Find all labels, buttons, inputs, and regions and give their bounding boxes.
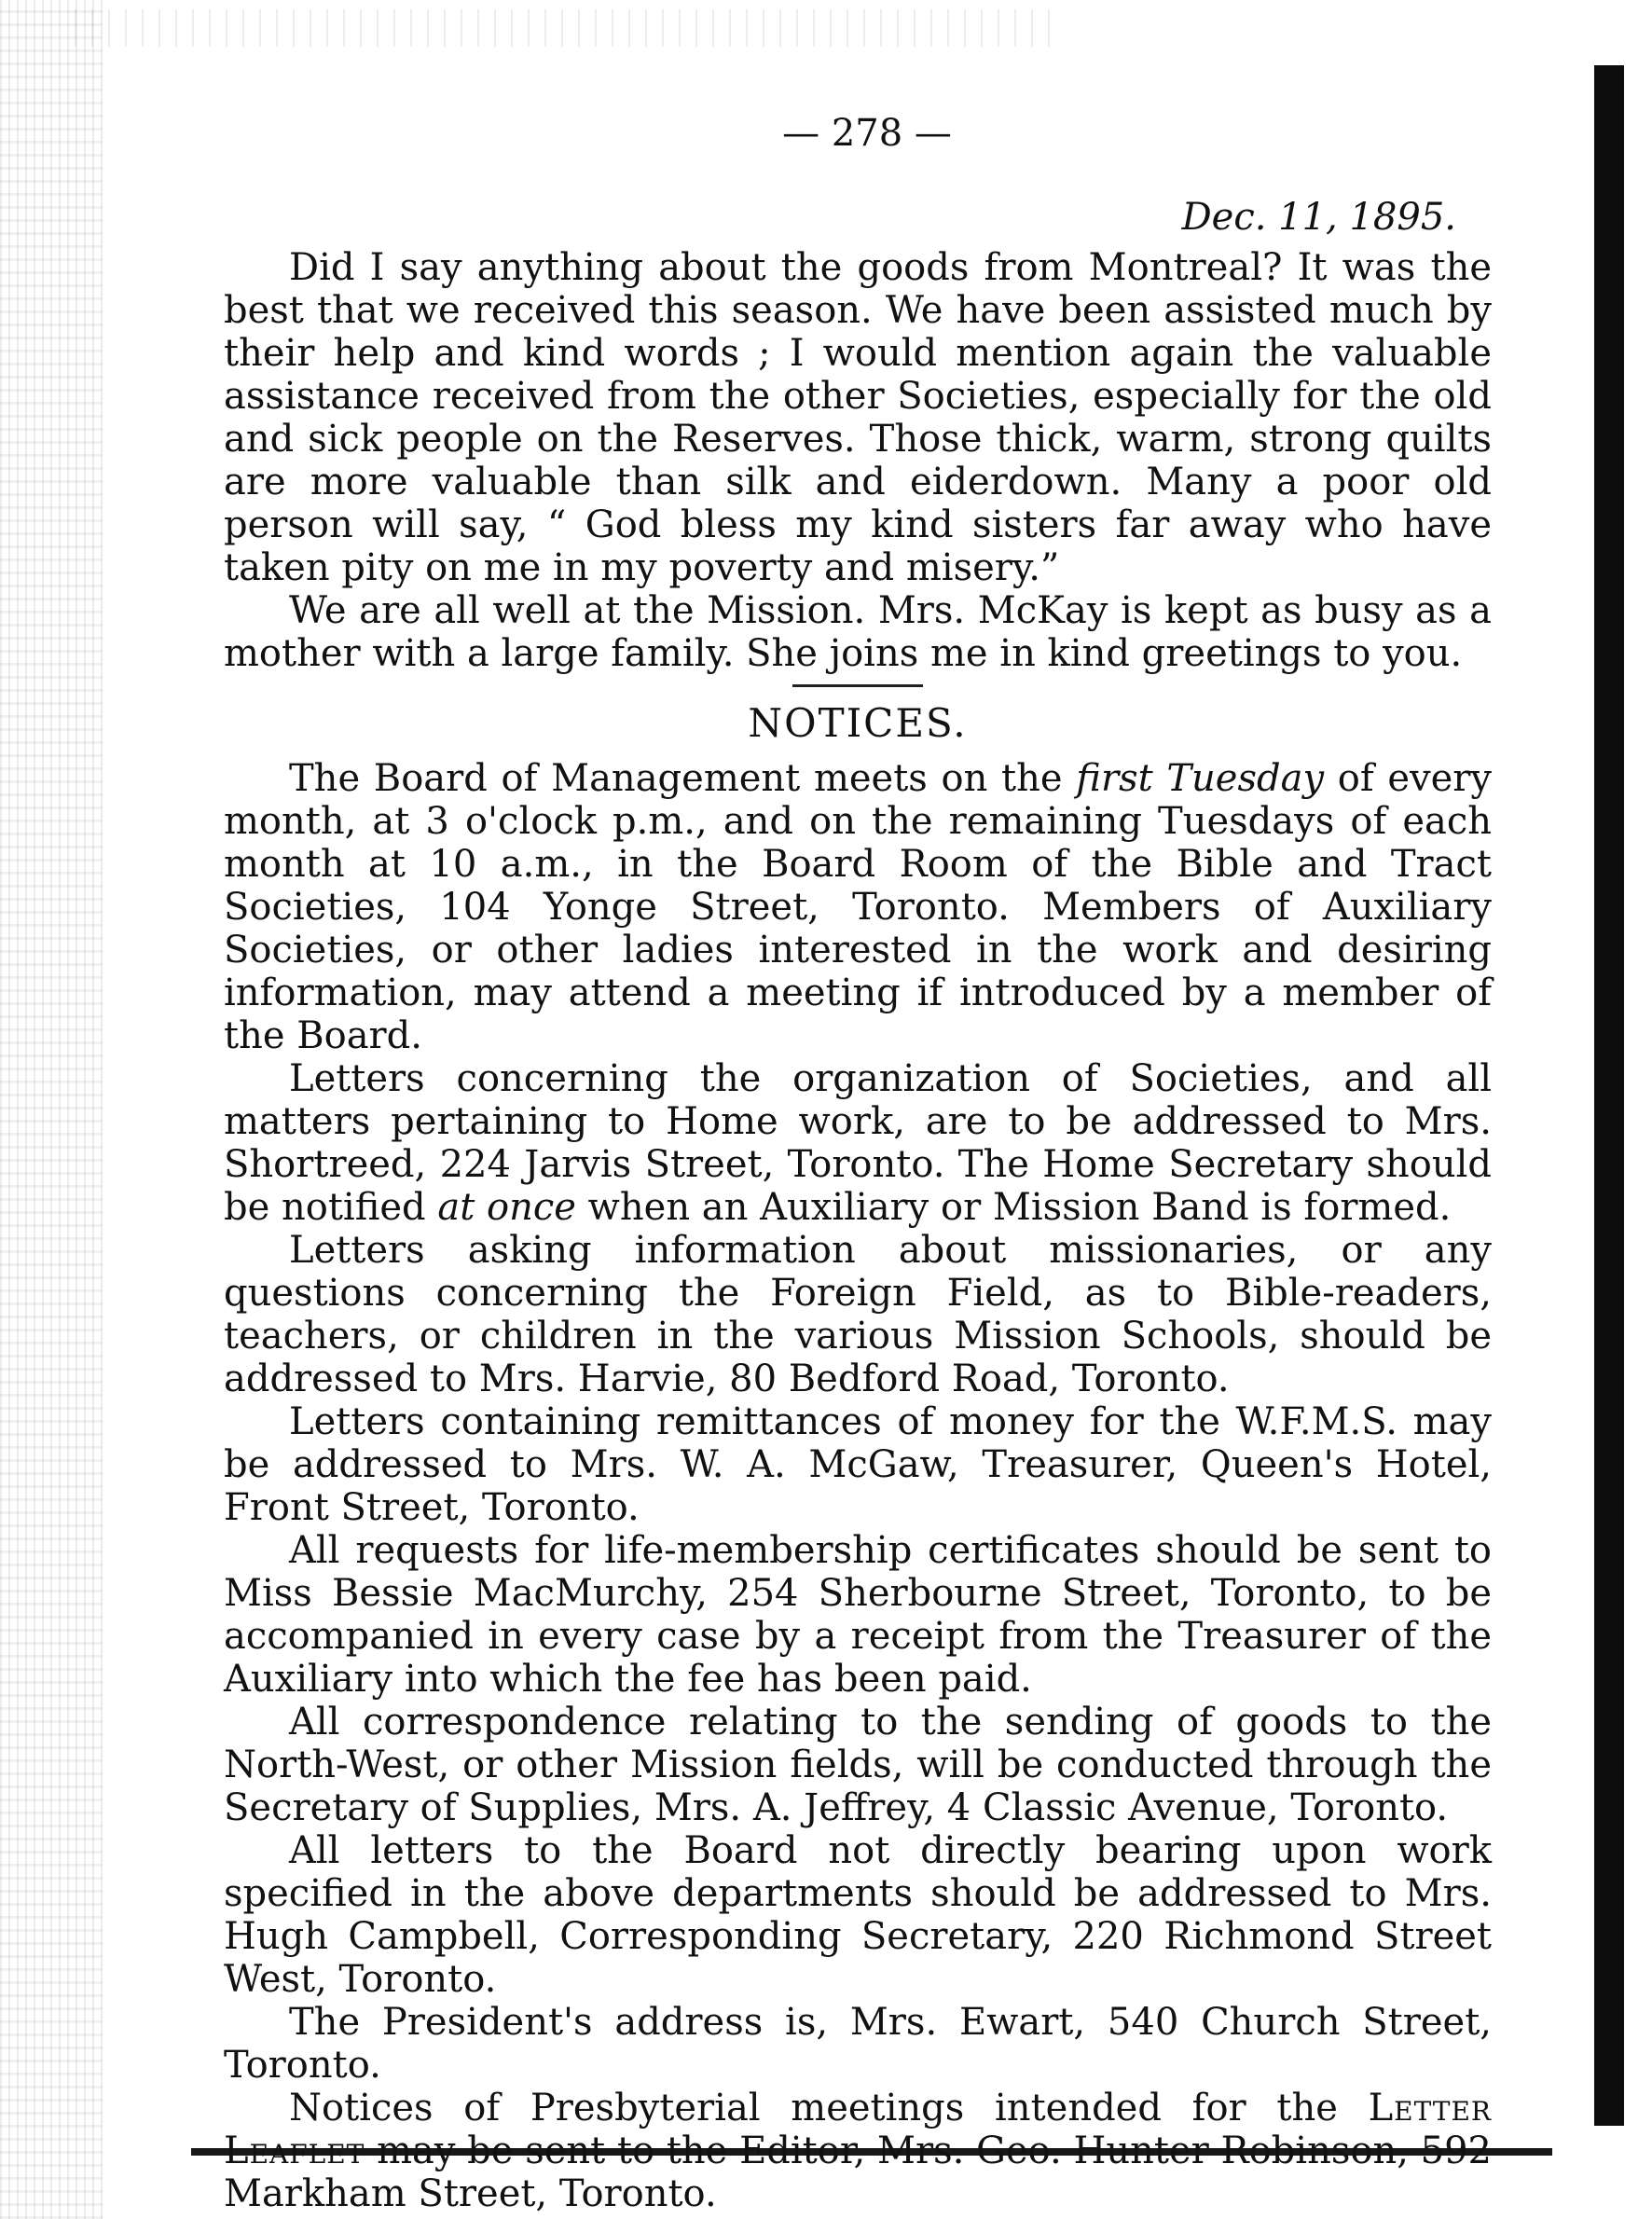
notice-home-work [224,1057,1492,1229]
page-number: — 278 — [782,112,952,155]
letter-paragraph-1: Did I say anything about the goods from Montreal? It was the best that we received this season. We have been assisted much by their help and kind words ; I would mention again the valuable assistance received from the other Societies, especially for the old and sick people on the Reserves. Those thick, warm, strong quilts are more valuable than silk and eiderdown. Many a poor old person will say, “ God bless my kind sisters far away who have taken pity on me in my poverty and misery.” [224,246,1492,589]
notice-foreign-field: Letters asking information about missionaries, or any questions concerning the Foreign Field, as to Bible-readers, teachers, or children in the various Mission Schools, should be addressed to Mrs. Harvie, 80 Bedford Road, Toronto. [224,1229,1492,1400]
notice-goods-correspondence: All correspondence relating to the sending of goods to the North-West, or other Mission fields, will be conducted through the Secretary of Supplies, Mrs. A. Jeffrey, 4 Classic Avenue, Toronto. [224,1701,1492,1829]
notice-president-address: The President's address is, Mrs. Ewart, 540 Church Street, Toronto. [224,2001,1492,2087]
notice-life-membership: All requests for life-membership certificates should be sent to Miss Bessie MacMurchy, 254 Sherbourne Street, Toronto, to be accompanied in every case by a receipt from the Treasurer of the Auxiliary into which the fee has been paid. [224,1529,1492,1701]
notices-title: NOTICES. [748,700,968,746]
notice-board-meetings-text-end: of every month, at 3 o'clock p.m., and on the remaining Tuesdays of each month at 10 a.m., in the Board Room of the Bible and Tract Societies, 104 Yonge Street, Toronto. Members of Auxiliary Societies, or other ladies interested in the work and desiring information, may attend a meeting if introduced by a member of the Board. [224,757,1492,1057]
scan-top-noise [75,9,1053,47]
section-divider [792,684,923,687]
page-content [224,112,1492,2215]
letter-leaflet-title: Letter Leaflet [224,2087,1492,2172]
letter-date: Dec. 11, 1895. [1181,196,1456,239]
scan-left-edge [0,0,103,2219]
notice-board-meetings-emphasis: first Tuesday [1076,757,1325,800]
scan-right-edge-bar [1594,65,1624,2126]
notice-letter-leaflet-text-end: may be sent to the Editor, Mrs. Geo. Hunter Robinson, 592 Markham Street, Toronto. [224,2129,1492,2215]
notice-letter-leaflet [224,2087,1492,2215]
notice-home-work-emphasis: at once [437,1186,576,1229]
notice-letter-leaflet-text-start: Notices of Presbyterial meetings intended for the [289,2087,1369,2129]
notice-home-work-text-start: Letters concerning the organization of Societies, and all matters pertaining to Home work, are to be addressed to Mrs. Shortreed, 224 Jarvis Street, Toronto. The Home Secretary should be notified [224,1057,1492,1229]
notice-home-work-text-end: when an Auxiliary or Mission Band is formed. [575,1186,1452,1229]
notice-remittances: Letters containing remittances of money for the W.F.M.S. may be addressed to Mrs. W. A. McGaw, Treasurer, Queen's Hotel, Front Street, Toronto. [224,1400,1492,1529]
letter-paragraph-2: We are all well at the Mission. Mrs. McKay is kept as busy as a mother with a large family. She joins me in kind greetings to you. [224,589,1492,675]
notice-board-meetings-text-start: The Board of Management meets on the [289,757,1077,800]
notice-board-meetings [224,757,1492,1057]
notice-board-letters: All letters to the Board not directly bearing upon work specified in the above departments should be addressed to Mrs. Hugh Campbell, Corresponding Secretary, 220 Richmond Street West, Toronto. [224,1829,1492,2001]
